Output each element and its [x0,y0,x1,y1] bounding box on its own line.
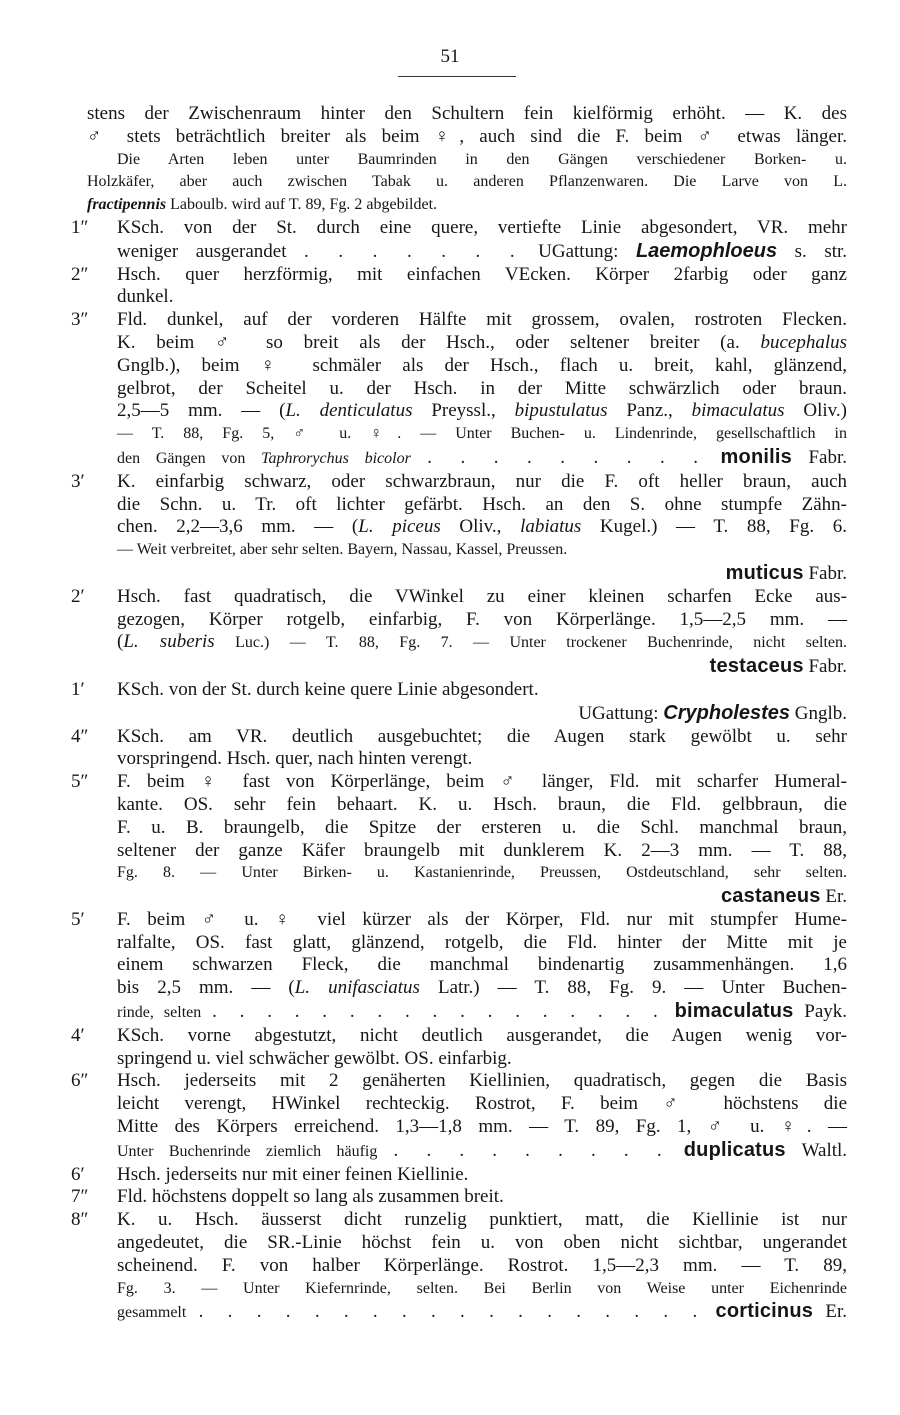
text-line: KSch. von der St. durch keine quere Linie abgesondert. [117,678,539,700]
text-line: Gnglb.), beim ♀ schmäler als der Hsch., flach u. breit, kahl, glänzend, [117,354,847,376]
text-line: seltener der ganze Käfer braungelb mit dunklerem K. 2—3 mm. — T. 88, [117,839,847,861]
text-fragment: Latr.) — T. 88, Fg. 9. — Unter Buchen- [419,977,847,999]
key-entry [71,263,847,310]
key-number: 5″ [71,771,89,793]
page-body [71,103,848,1325]
text-fragment: chen. 2,2—3,6 mm. — ( [117,516,359,538]
species-name: castaneus [720,885,821,908]
italic-name: Taphrorychus bicolor [261,449,411,467]
text-line [117,1139,847,1164]
key-number: 2″ [71,263,89,285]
species-line [117,885,847,909]
text-line: Holzkäfer, aber auch zwischen Tabak u. anderen Pflanzenwaren. Die Larve von L. [87,173,847,191]
dot-leader: . . . . . . . . . [393,1139,668,1161]
text-line: vorspringend. Hsch. quer, nach hinten verengt. [117,748,473,770]
key-entry [71,216,848,264]
text-fragment: UGattung: [578,702,659,724]
species-name: bimaculatus [674,1000,794,1023]
species-name: corticinus [715,1300,814,1323]
dot-leader: . . . . . . . [304,240,521,262]
key-entry [71,908,848,1025]
text-line: Fld. höchstens doppelt so lang als zusammen breit. [117,1186,504,1208]
text-fragment: 2,5—5 mm. — ( [117,400,286,422]
text-fragment: Luc.) — T. 88, Fg. 7. — Unter trockener Buchenrinde, nicht selten. [214,634,848,652]
key-entry [71,1186,847,1209]
key-number: 1′ [71,678,85,700]
text-line: Hsch. fast quadratisch, die VWinkel zu einer kleinen scharfen Ecke aus- [117,585,847,607]
text-line: Hsch. quer herzförmig, mit einfachen VEcken. Körper 2farbig oder ganz [117,263,847,285]
text-line: einem schwarzen Fleck, die manchmal bindenartig zusammenhängen. 1,6 [117,954,847,976]
key-number: 4″ [71,725,89,747]
text-line [87,194,847,217]
text-line: gezogen, Körper rotgelb, einfarbig, F. von Körperlänge. 1,5—2,5 mm. — [117,608,847,630]
key-entry [71,470,847,586]
text-line: Fg. 8. — Unter Birken- u. Kastanienrinde, Preussen, Ostdeutschland, sehr selten. [117,864,847,882]
text-line [117,1300,847,1325]
author: Fabr. [808,562,847,584]
text-line: — Weit verbreitet, aber sehr selten. Bayern, Nassau, Kassel, Preussen. [117,541,568,559]
text-line: leicht verengt, HWinkel rechteckig. Rostrot, F. beim ♂ höchstens die [117,1093,847,1115]
text-line: Mitte des Körpers erreichend. 1,3—1,8 mm. — T. 89, Fg. 1, ♂ u. ♀. — [117,1116,847,1138]
text-line [117,977,847,1000]
text-line: stens der Zwischenraum hinter den Schultern fein kielförmig erhöht. — K. des [87,103,847,124]
text-line: ralfalte, OS. fast glatt, glänzend, rotgelb, die Fld. hinter der Mitte mit je [117,931,847,953]
italic-name: L. suberis [123,631,215,653]
author: Fabr. [808,446,847,468]
text-line: KSch. am VR. deutlich ausgebuchtet; die Augen stark gewölbt u. sehr [117,725,847,747]
italic-name: L. piceus [358,516,441,538]
text-fragment: Panz., [607,400,692,422]
key-entry [71,1209,848,1325]
text-fragment: Preyssl., [412,400,515,422]
key-number: 6′ [71,1163,85,1185]
text-fragment: den Gängen von [117,449,262,467]
text-fragment: rinde, selten [117,1004,202,1022]
key-number: 6″ [71,1070,89,1092]
subgenus-line [117,702,847,726]
text-fragment: bis 2,5 mm. — ( [117,977,295,999]
text-fragment: weniger ausgerandet [117,240,287,262]
page-number-rule [398,76,516,77]
species-name: monilis [720,445,792,468]
text-line: F. u. B. braungelb, die Spitze der ersteren u. die Schl. manchmal braun, [117,816,847,838]
text-line: springend u. viel schwächer gewölbt. OS. einfarbig. [117,1047,512,1069]
text-line: gelbrot, der Scheitel u. der Hsch. in der Mitte schwärzlich oder braun. [117,377,847,399]
species-line [117,655,847,679]
key-number: 3′ [71,470,85,492]
italic-name: bimaculatus [691,400,785,422]
text-line: F. beim ♂ u. ♀ viel kürzer als der Körper, Fld. nur mit stumpfer Hume- [117,908,847,930]
dot-leader: . . . . . . . . . [427,446,705,468]
key-entry [71,1024,847,1071]
text-line: K. einfarbig schwarz, oder schwarzbraun, nur die F. oft heller braun, auch [117,470,847,492]
author: Payk. [804,1001,848,1023]
species-name: muticus [725,561,804,584]
species-name: duplicatus [683,1138,786,1161]
dot-leader: . . . . . . . . . . . . . . . . . [212,1001,664,1023]
italic-name: L. unifasciatus [294,977,420,999]
dot-leader: . . . . . . . . . . . . . . . . . . [198,1301,704,1323]
text-line: angedeutet, die SR.-Linie höchst fein u. von oben nicht sichtbar, ungerandet [117,1232,847,1254]
text-line [117,332,847,355]
italic-name: L. denticulatus [285,400,413,422]
key-entry [71,725,847,772]
page-number: 51 [440,46,460,67]
genus-name: Crypholestes [663,701,790,724]
text-line [117,446,847,471]
text-line: scheinend. F. von halber Körperlänge. Rostrot. 1,5—2,3 mm. — T. 89, [117,1254,847,1276]
text-fragment: UGattung: [538,240,619,262]
author: Fabr. [808,656,847,678]
key-number: 7″ [71,1186,89,1208]
text-line: KSch. von der St. durch eine quere, vertiefte Linie abgesondert, VR. mehr [117,216,847,238]
key-number: 5′ [71,908,85,930]
text-line: kante. OS. sehr fein behaart. K. u. Hsch. braun, die Fld. gelbbraun, die [117,793,847,815]
key-entry [71,309,847,471]
italic-name: labiatus [520,516,582,538]
text-line: Fld. dunkel, auf der vorderen Hälfte mit grossem, ovalen, rostroten Flecken. [117,309,847,331]
text-line: K. u. Hsch. äusserst dicht runzelig punktiert, matt, die Kiellinie ist nur [117,1209,847,1231]
species-name: testaceus [709,655,804,678]
key-entry [71,585,848,679]
key-entry [71,1163,847,1187]
text-fragment: Oliv.) [784,400,847,422]
text-line: ♂ stets beträchtlich breiter als beim ♀, auch sind die F. beim ♂ etwas länger. [87,125,847,147]
species-line [117,562,847,586]
italic-name: bucephalus [760,331,847,353]
text-fragment: Oliv., [440,516,521,538]
text-line: Hsch. jederseits mit 2 genäherten Kiellinien, quadratisch, gegen die Basis [117,1070,847,1092]
author: Er. [825,886,847,908]
italic-name: bipustulatus [514,400,608,422]
key-entry [71,1070,848,1163]
text-fragment: gesammelt [117,1304,187,1322]
text-line [117,516,847,539]
text-line: KSch. vorne abgestutzt, nicht deutlich ausgerandet, die Augen wenig vor- [117,1024,847,1046]
text-fragment: K. beim ♂ so breit als der Hsch., oder seltener breiter (a. [117,331,761,353]
author: Gnglb. [794,702,847,724]
text-line: F. beim ♀ fast von Körperlänge, beim ♂ länger, Fld. mit scharfer Humeral- [117,771,847,793]
key-number: 2′ [71,585,85,607]
text-fragment: ( [117,631,124,653]
text-line [117,400,847,423]
genus-name: Laemophloeus [635,239,778,262]
text-line [117,631,847,655]
text-line: die Schn. u. Tr. oft lichter gefärbt. Hsch. an den S. ohne stumpfe Zähn- [117,493,847,515]
text-line: dunkel. [117,286,174,308]
key-number: 8″ [71,1209,89,1231]
text-line: Hsch. jederseits nur mit einer feinen Kiellinie. [117,1163,469,1185]
text-fragment: Kugel.) — T. 88, Fg. 6. [581,516,847,538]
text-line: Die Arten leben unter Baumrinden in den Gängen verschiedener Borken- u. [117,150,847,168]
author: s. str. [794,240,848,262]
text-fragment: Laboulb. wird auf T. 89, Fg. 2 abgebildet. [166,196,438,214]
italic-name: fractipennis [87,196,167,214]
author: Er. [825,1301,848,1323]
key-number: 4′ [71,1024,85,1046]
text-fragment: Unter Buchenrinde ziemlich häufig [117,1142,378,1160]
text-line: — T. 88, Fg. 5, ♂ u. ♀. — Unter Buchen- u. Lindenrinde, gesellschaftlich in [117,425,847,443]
text-line [117,240,847,264]
text-line [117,1000,847,1025]
author: Waltl. [801,1139,848,1161]
key-number: 3″ [71,309,89,331]
key-entry [71,771,847,909]
text-line: Fg. 3. — Unter Kiefernrinde, selten. Bei Berlin von Weise unter Eichenrinde [117,1279,847,1297]
key-entry [71,678,847,726]
key-number: 1″ [71,216,89,238]
